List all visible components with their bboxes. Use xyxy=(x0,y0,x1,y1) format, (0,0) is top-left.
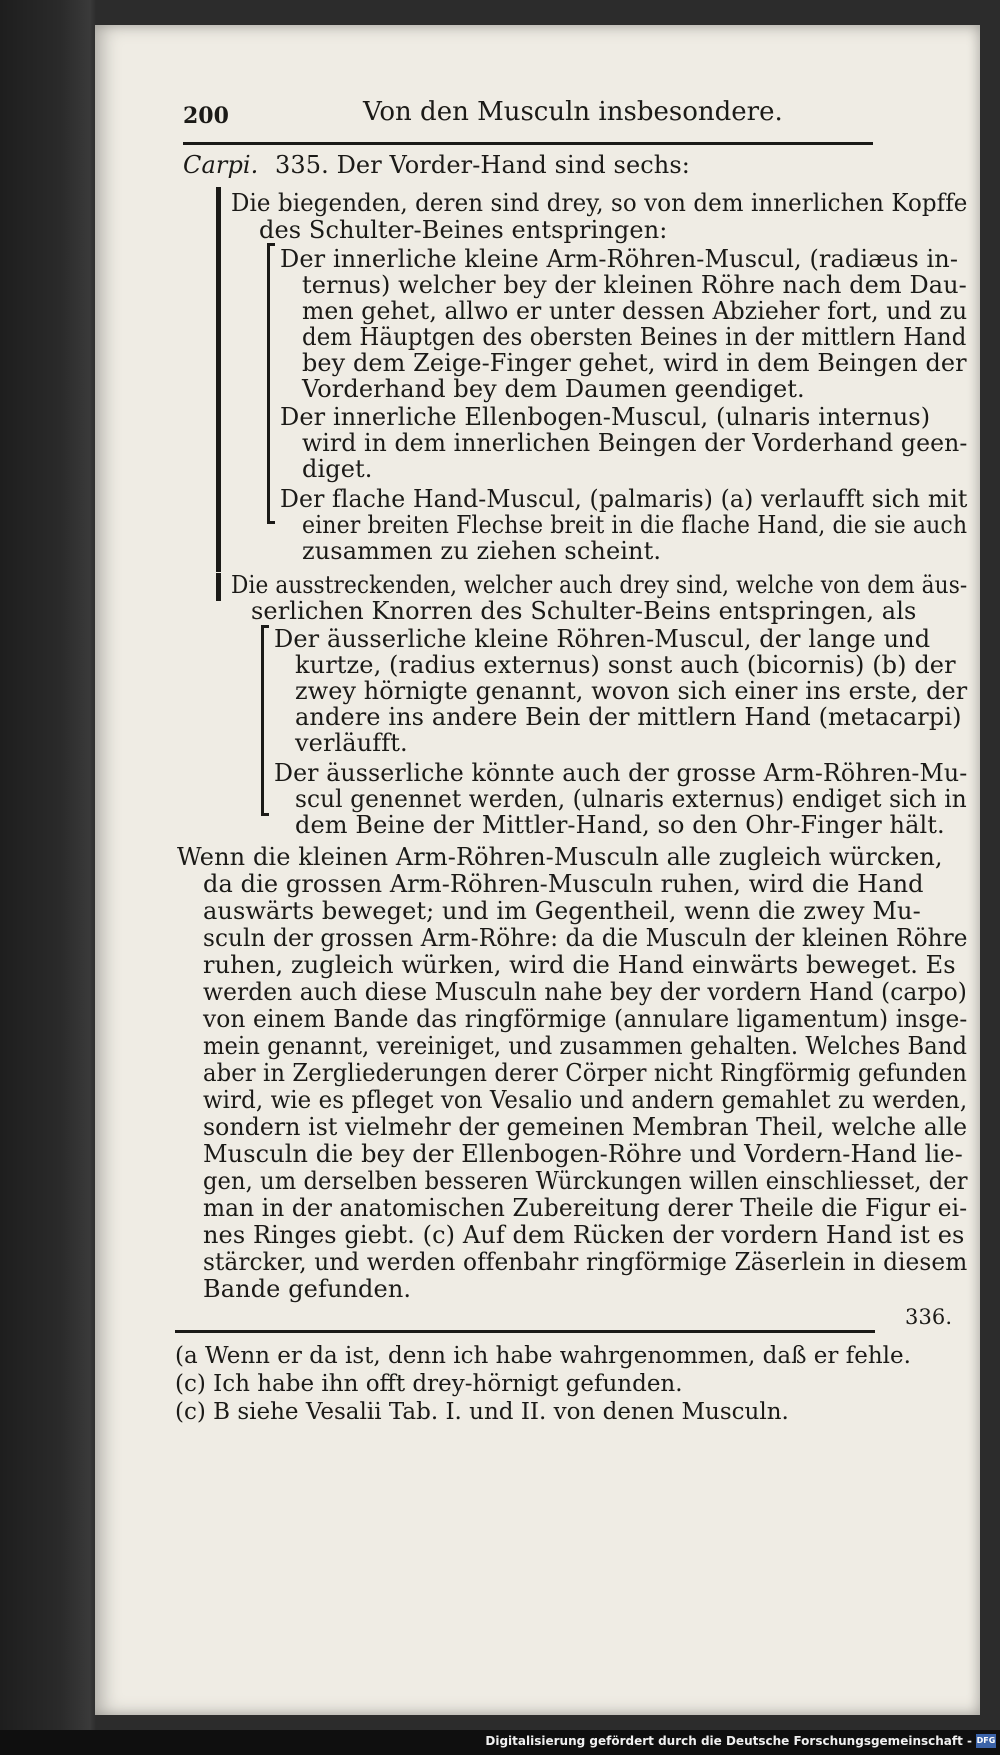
digitization-credit: Digitalisierung gefördert durch die Deutsche Forschungsgemeinschaft - xyxy=(485,1734,972,1748)
text-line: zusammen zu ziehen scheint. xyxy=(302,537,662,565)
text-line: von einem Bande das ringförmige (annulare ligamentum) insge- xyxy=(203,1005,968,1033)
text-line: Der innerliche kleine Arm-Röhren-Muscul, (radiæus in- xyxy=(280,245,959,273)
header-rule xyxy=(183,142,873,145)
text-line: verläufft. xyxy=(295,729,408,757)
dfg-logo: DFG xyxy=(976,1734,996,1748)
text-line: ruhen, zugleich würken, wird die Hand einwärts beweget. Es xyxy=(203,951,956,979)
text-line: zwey hörnigte genannt, wovon sich einer ins erste, der xyxy=(295,677,968,705)
text-line: Vorderhand bey dem Daumen geendiget. xyxy=(302,375,805,403)
footnote-rule xyxy=(175,1330,875,1333)
marginal-note: Carpi. xyxy=(183,151,259,179)
text-line: Die ausstreckenden, welcher auch drey sind, welche von dem äus- xyxy=(231,571,968,599)
text-line: bey dem Zeige-Finger gehet, wird in dem Beingen der xyxy=(302,349,967,377)
text-line: dem Häuptgen des obersten Beines in der mittlern Hand xyxy=(302,323,967,351)
text-line: da die grossen Arm-Röhren-Musculn ruhen, wird die Hand xyxy=(203,870,924,898)
bracket-extensor-items xyxy=(261,625,264,815)
text-line: wird, wie es pfleget von Vesalio und andern gemahlet zu werden, xyxy=(203,1086,968,1114)
text-line: scul genennet werden, (ulnaris externus) endiget sich in xyxy=(295,785,967,813)
text-line: Der flache Hand-Muscul, (palmaris) (a) verlaufft sich mit xyxy=(280,485,968,513)
text-line: Der äusserliche könnte auch der grosse Arm-Röhren-Mu- xyxy=(274,759,968,787)
text-line: Der innerliche Ellenbogen-Muscul, (ulnaris internus) xyxy=(280,403,931,431)
text-line: Die biegenden, deren sind drey, so von dem innerlichen Kopffe xyxy=(231,189,968,217)
book-page xyxy=(95,25,980,1715)
text-line: Wenn die kleinen Arm-Röhren-Musculn alle zugleich würcken, xyxy=(177,843,943,871)
text-line: diget. xyxy=(302,455,373,483)
text-line: Bande gefunden. xyxy=(203,1275,412,1303)
brace-extensors xyxy=(216,573,221,601)
text-line: gen, um derselben besseren Würckungen willen einschliesset, der xyxy=(203,1167,968,1195)
text-line: ternus) welcher bey der kleinen Röhre nach dem Dau- xyxy=(302,271,967,299)
text-line: dem Beine der Mittler-Hand, so den Ohr-Finger hält. xyxy=(295,811,945,839)
text-line: werden auch diese Musculn nahe bey der vordern Hand (carpo) xyxy=(203,978,967,1006)
running-title: Von den Musculn insbesondere. xyxy=(363,97,783,127)
page-number: 200 xyxy=(183,103,229,129)
bracket-tick xyxy=(267,521,275,524)
bracket-flexor-items xyxy=(267,243,270,523)
text-line: men gehet, allwo er unter dessen Abzieher fort, und zu xyxy=(302,297,968,325)
text-line: Musculn die bey der Ellenbogen-Röhre und Vordern-Hand lie- xyxy=(203,1140,963,1168)
text-line: sondern ist vielmehr der gemeinen Membran Theil, welche alle xyxy=(203,1113,968,1141)
text-line: wird in dem innerlichen Beingen der Vorderhand geen- xyxy=(302,429,968,457)
footnote: (a Wenn er da ist, denn ich habe wahrgenommen, daß er fehle. xyxy=(175,1343,911,1369)
text-line: andere ins andere Bein der mittlern Hand (metacarpi) xyxy=(295,703,962,731)
text-line: aber in Zergliederungen derer Cörper nicht Ringförmig gefunden xyxy=(203,1059,967,1087)
footnote: (c) Ich habe ihn offt drey-hörnigt gefunden. xyxy=(175,1371,683,1397)
footnote: (c) B siehe Vesalii Tab. I. und II. von denen Musculn. xyxy=(175,1399,789,1425)
text-line: einer breiten Flechse breit in die flache Hand, die sie auch xyxy=(302,511,968,539)
text-line: Der äusserliche kleine Röhren-Muscul, der lange und xyxy=(274,625,931,653)
bracket-tick xyxy=(261,813,269,816)
brace-flexors xyxy=(216,187,221,572)
text-line: sculn der grossen Arm-Röhre: da die Musculn der kleinen Röhre xyxy=(203,924,968,952)
text-line: stärcker, und werden offenbahr ringförmige Zäserlein in diesem xyxy=(203,1248,968,1276)
text-line: man in der anatomischen Zubereitung derer Theile die Figur ei- xyxy=(203,1194,968,1222)
bracket-tick xyxy=(261,625,269,628)
text-line: auswärts beweget; und im Gegentheil, wenn die zwey Mu- xyxy=(203,897,921,925)
text-line: serlichen Knorren des Schulter-Beins entspringen, als xyxy=(251,597,917,625)
text-line: nes Ringes giebt. (c) Auf dem Rücken der vordern Hand ist es xyxy=(203,1221,965,1249)
section-heading: 335. Der Vorder-Hand sind sechs: xyxy=(275,151,690,179)
text-line: mein genannt, vereiniget, und zusammen gehalten. Welches Band xyxy=(203,1032,968,1060)
catchword: 336. xyxy=(905,1305,953,1329)
text-line: des Schulter-Beines entspringen: xyxy=(259,216,668,244)
text-line: kurtze, (radius externus) sonst auch (bicornis) (b) der xyxy=(295,651,956,679)
